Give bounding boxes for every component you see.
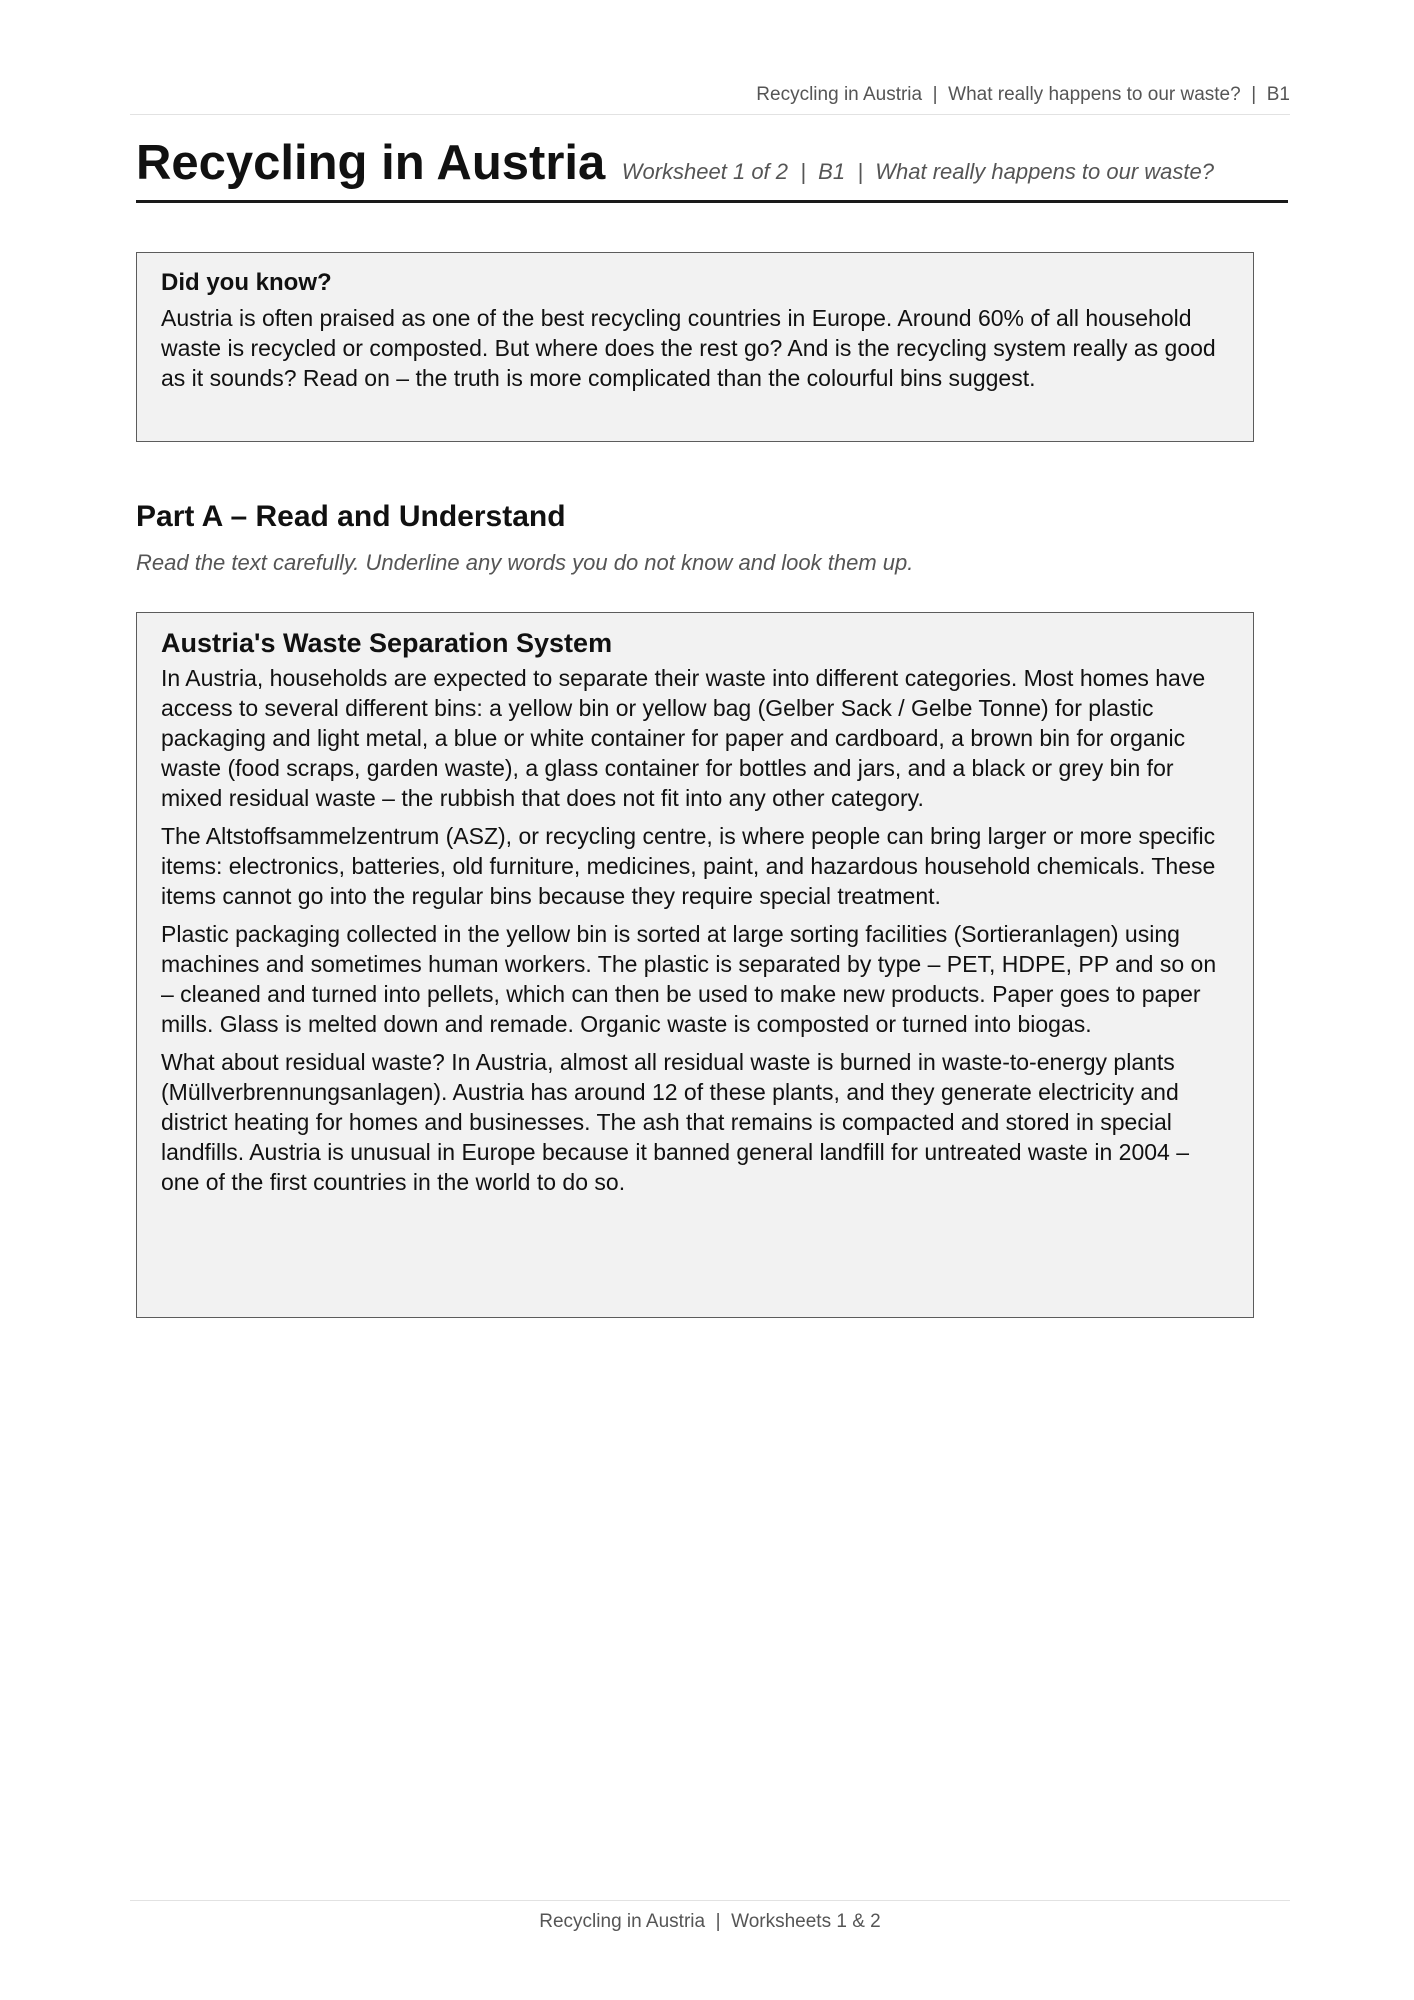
did-you-know-heading: Did you know? <box>161 269 332 296</box>
reading-text-box <box>136 612 1254 1318</box>
reading-paragraph-4: What about residual waste? In Austria, almost all residual waste is burned in waste-to-energy plants (Müllverbrennungsanlagen). Austria has around 12 of these plants, and they generate electricity and district heating for homes and businesses. The ash that remains is compacted and stored in special landfills. Austria is unusual in Europe because it banned general landfill for untreated waste in 2004 – one of the first countries in the world to do so. <box>161 1049 1190 1195</box>
part-a-instruction: Read the text carefully. Underline any words you do not know and look them up. <box>136 550 914 575</box>
did-you-know-text: Austria is often praised as one of the best recycling countries in Europe. Around 60% of all household waste is recycled or composted. But where does the rest go? And is the recycling system really as good as it sounds? Read on – the truth is more complicated than the colourful bins suggest. <box>161 305 1216 391</box>
worksheet-meta: Worksheet 1 of 2 | B1 | What really happens to our waste? <box>621 159 1214 184</box>
reading-text-heading: Austria's Waste Separation System <box>161 628 613 658</box>
reading-paragraph-3: Plastic packaging collected in the yellow bin is sorted at large sorting facilities (Sortieranlagen) using machines and sometimes human workers. The plastic is separated by type – PET, HDPE, PP and so on – cleaned and turned into pellets, which can then be used to make new products. Paper goes to paper mills. Glass is melted down and remade. Organic waste is composted or turned into biogas. <box>161 921 1217 1037</box>
page-title: Recycling in Austria <box>136 136 606 190</box>
did-you-know-box <box>136 252 1254 442</box>
running-header <box>130 84 1290 115</box>
running-footer <box>130 1900 1290 1933</box>
part-a-heading: Part A – Read and Understand <box>136 500 566 533</box>
running-header-text: Recycling in Austria | What really happens to our waste? | B1 <box>756 84 1290 105</box>
running-footer-text: Recycling in Austria | Worksheets 1 & 2 <box>539 1911 881 1932</box>
title-row <box>136 132 1288 203</box>
reading-paragraph-1: In Austria, households are expected to separate their waste into different categories. Most homes have access to several different bins: a yellow bin or yellow bag (Gelber Sack / Gelbe Tonne) for plastic packaging and light metal, a blue or white container for paper and cardboard, a brown bin for organic waste (food scraps, garden waste), a glass container for bottles and jars, and a black or grey bin for mixed residual waste – the rubbish that does not fit into any other category. <box>161 665 1206 811</box>
reading-paragraph-2: The Altstoffsammelzentrum (ASZ), or recycling centre, is where people can bring larger or more specific items: electronics, batteries, old furniture, medicines, paint, and hazardous household chemicals. These items cannot go into the regular bins because they require special treatment. <box>161 823 1216 909</box>
